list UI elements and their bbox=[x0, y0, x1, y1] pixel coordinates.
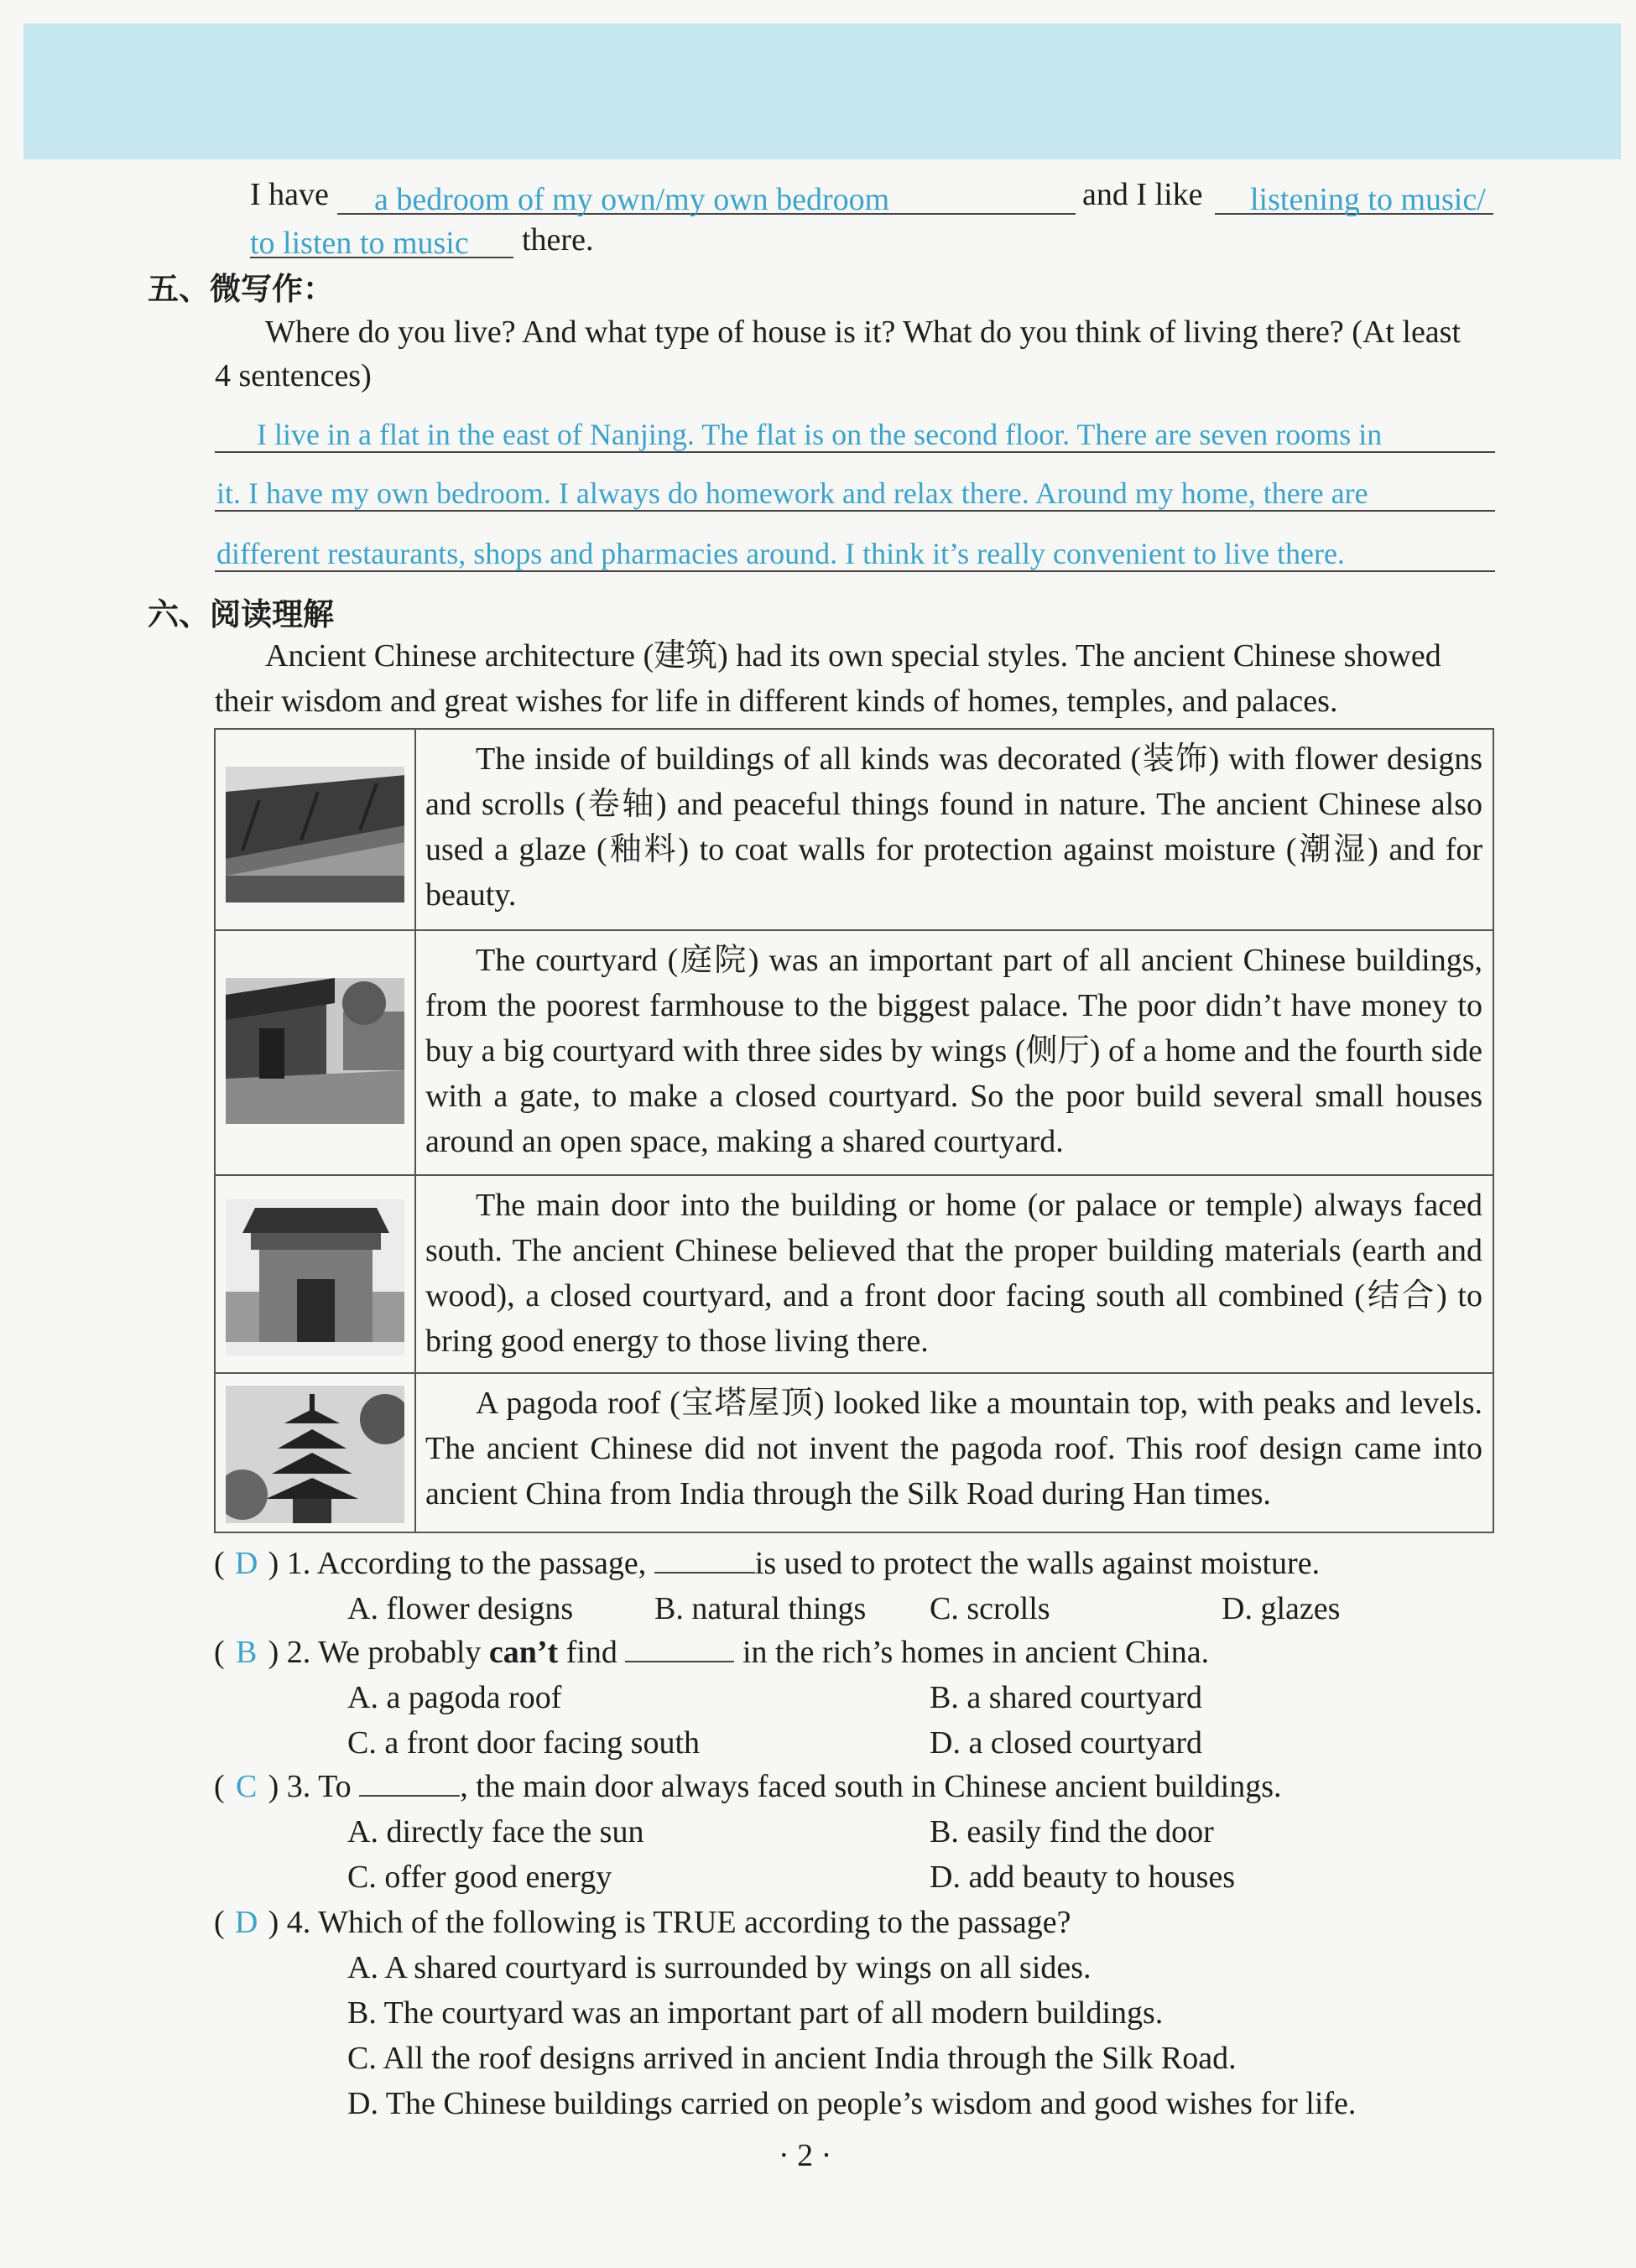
fill-answer-2b: to listen to music bbox=[250, 226, 469, 261]
option-2c: C. a front door facing south bbox=[347, 1725, 701, 1761]
option-4a: A. A shared courtyard is surrounded by wings on all sides. bbox=[347, 1950, 1092, 1985]
fill-line1-mid: and I like bbox=[1082, 177, 1203, 212]
answer-4: D bbox=[234, 1905, 258, 1940]
fill-answer-1: a bedroom of my own/my own bedroom bbox=[374, 182, 890, 217]
section5-answer-line1: I live in a flat in the east of Nanjing. The flat is on the second floor. There are seven rooms in bbox=[257, 418, 1383, 451]
blank bbox=[359, 1770, 460, 1797]
section6-intro-line1: Ancient Chinese architecture (建筑) had its own special styles. The ancient Chinese showed bbox=[265, 638, 1441, 674]
option-4b: B. The courtyard was an important part of all modern buildings. bbox=[347, 1995, 1164, 2031]
paren: ( bbox=[214, 1546, 225, 1581]
row-text: A pagoda roof (宝塔屋顶) looked like a mountain top, with peaks and levels. The ancient Chinese did not invent the pagoda roof. This roof design came into ancient China from India through the Silk Road during Han times. bbox=[425, 1386, 1482, 1511]
courtyard-photo bbox=[226, 978, 404, 1124]
option-1d: D. glazes bbox=[1222, 1591, 1341, 1626]
option-3d: D. add beauty to houses bbox=[930, 1860, 1236, 1895]
question-bold: can’t bbox=[488, 1635, 559, 1670]
table-row bbox=[216, 730, 1493, 929]
image-cell bbox=[216, 1374, 416, 1532]
pagoda-photo bbox=[226, 1386, 404, 1523]
option-4d: D. The Chinese buildings carried on people’s wisdom and good wishes for life. bbox=[347, 2086, 1357, 2121]
question-text: is used to protect the walls against moisture. bbox=[754, 1546, 1321, 1581]
option-3a: A. directly face the sun bbox=[347, 1814, 644, 1849]
answer-1: D bbox=[234, 1546, 258, 1581]
fill-line1-before: I have bbox=[250, 177, 329, 212]
question-text: ) 1. According to the passage, bbox=[268, 1546, 647, 1581]
option-3b: B. easily find the door bbox=[930, 1814, 1214, 1849]
image-cell bbox=[216, 730, 416, 929]
question-text: ) 2. We probably bbox=[268, 1635, 482, 1670]
section5-answer-line2: it. I have my own bedroom. I always do homework and relax there. Around my home, there are bbox=[216, 476, 1368, 510]
blank bbox=[654, 1547, 755, 1574]
image-cell bbox=[216, 931, 416, 1174]
paren: ( bbox=[214, 1635, 225, 1670]
decorated-eaves-photo bbox=[226, 767, 404, 903]
option-2d: D. a closed courtyard bbox=[930, 1725, 1202, 1761]
question-text: , the main door always faced south in Chinese ancient buildings. bbox=[460, 1769, 1282, 1804]
table-row bbox=[216, 1174, 1493, 1372]
question-text: ) 4. Which of the following is TRUE according to the passage? bbox=[268, 1905, 1071, 1940]
section6-heading: 六、阅读理解 bbox=[148, 596, 334, 632]
option-1a: A. flower designs bbox=[347, 1591, 574, 1626]
row-text: The main door into the building or home (or palace or temple) always faced south. The ancient Chinese believed that the proper building materials (earth and wood), a closed courtyard, and a front door facing south all combined (结合) to bring good energy to those living there. bbox=[425, 1188, 1482, 1359]
table-row bbox=[216, 929, 1493, 1174]
reading-table bbox=[214, 728, 1494, 1533]
fill-line2-after: there. bbox=[522, 222, 594, 257]
row-text: The courtyard (庭院) was an important part of all ancient Chinese buildings, from the poorest farmhouse to the biggest palace. The poor didn’t have money to buy a big courtyard with three sides by wings (侧厅) of a home and the fourth side with a gate, to make a closed courtyard. So the poor build several small houses around an open space, making a shared courtyard. bbox=[425, 943, 1482, 1159]
question-text: ) 3. To bbox=[268, 1769, 352, 1804]
option-2a: A. a pagoda roof bbox=[347, 1680, 562, 1715]
option-4c: C. All the roof designs arrived in ancient India through the Silk Road. bbox=[347, 2041, 1237, 2076]
page-number: · 2 · bbox=[779, 2138, 832, 2173]
option-3c: C. offer good energy bbox=[347, 1860, 612, 1895]
section5-prompt-line2: 4 sentences) bbox=[215, 358, 372, 393]
section5-heading: 五、微写作： bbox=[148, 271, 334, 307]
table-row bbox=[216, 1372, 1493, 1532]
answer-3: C bbox=[235, 1769, 258, 1804]
paren: ( bbox=[214, 1769, 225, 1804]
answer-2: B bbox=[235, 1635, 258, 1670]
question-text: find bbox=[565, 1635, 617, 1670]
row-text: The inside of buildings of all kinds was decorated (装饰) with flower designs and scrolls (卷轴) and peaceful things found in nature. The ancient Chinese also used a glaze (釉料) to coat walls for protection against moisture (潮湿) and for beauty. bbox=[425, 741, 1482, 913]
section6-intro-line2: their wisdom and great wishes for life in different kinds of homes, temples, and palaces. bbox=[215, 684, 1338, 719]
question-1 bbox=[214, 1543, 1320, 1584]
option-1b: B. natural things bbox=[654, 1591, 867, 1626]
main-gate-photo bbox=[226, 1199, 404, 1355]
question-4 bbox=[214, 1902, 1071, 1943]
image-cell bbox=[216, 1176, 416, 1372]
blank bbox=[625, 1636, 734, 1662]
section5-answer-line3: different restaurants, shops and pharmacies around. I think it’s really convenient to live there. bbox=[216, 537, 1345, 570]
question-3 bbox=[214, 1766, 1282, 1807]
header-band bbox=[23, 23, 1621, 159]
option-1c: C. scrolls bbox=[930, 1591, 1050, 1626]
paren: ( bbox=[214, 1905, 225, 1940]
option-2b: B. a shared courtyard bbox=[930, 1680, 1202, 1715]
section5-prompt-line1: Where do you live? And what type of house is it? What do you think of living there? (At least bbox=[265, 315, 1461, 350]
fill-answer-2a: listening to music/ bbox=[1250, 182, 1486, 217]
question-2 bbox=[214, 1632, 1209, 1672]
question-text: in the rich’s homes in ancient China. bbox=[742, 1635, 1210, 1670]
